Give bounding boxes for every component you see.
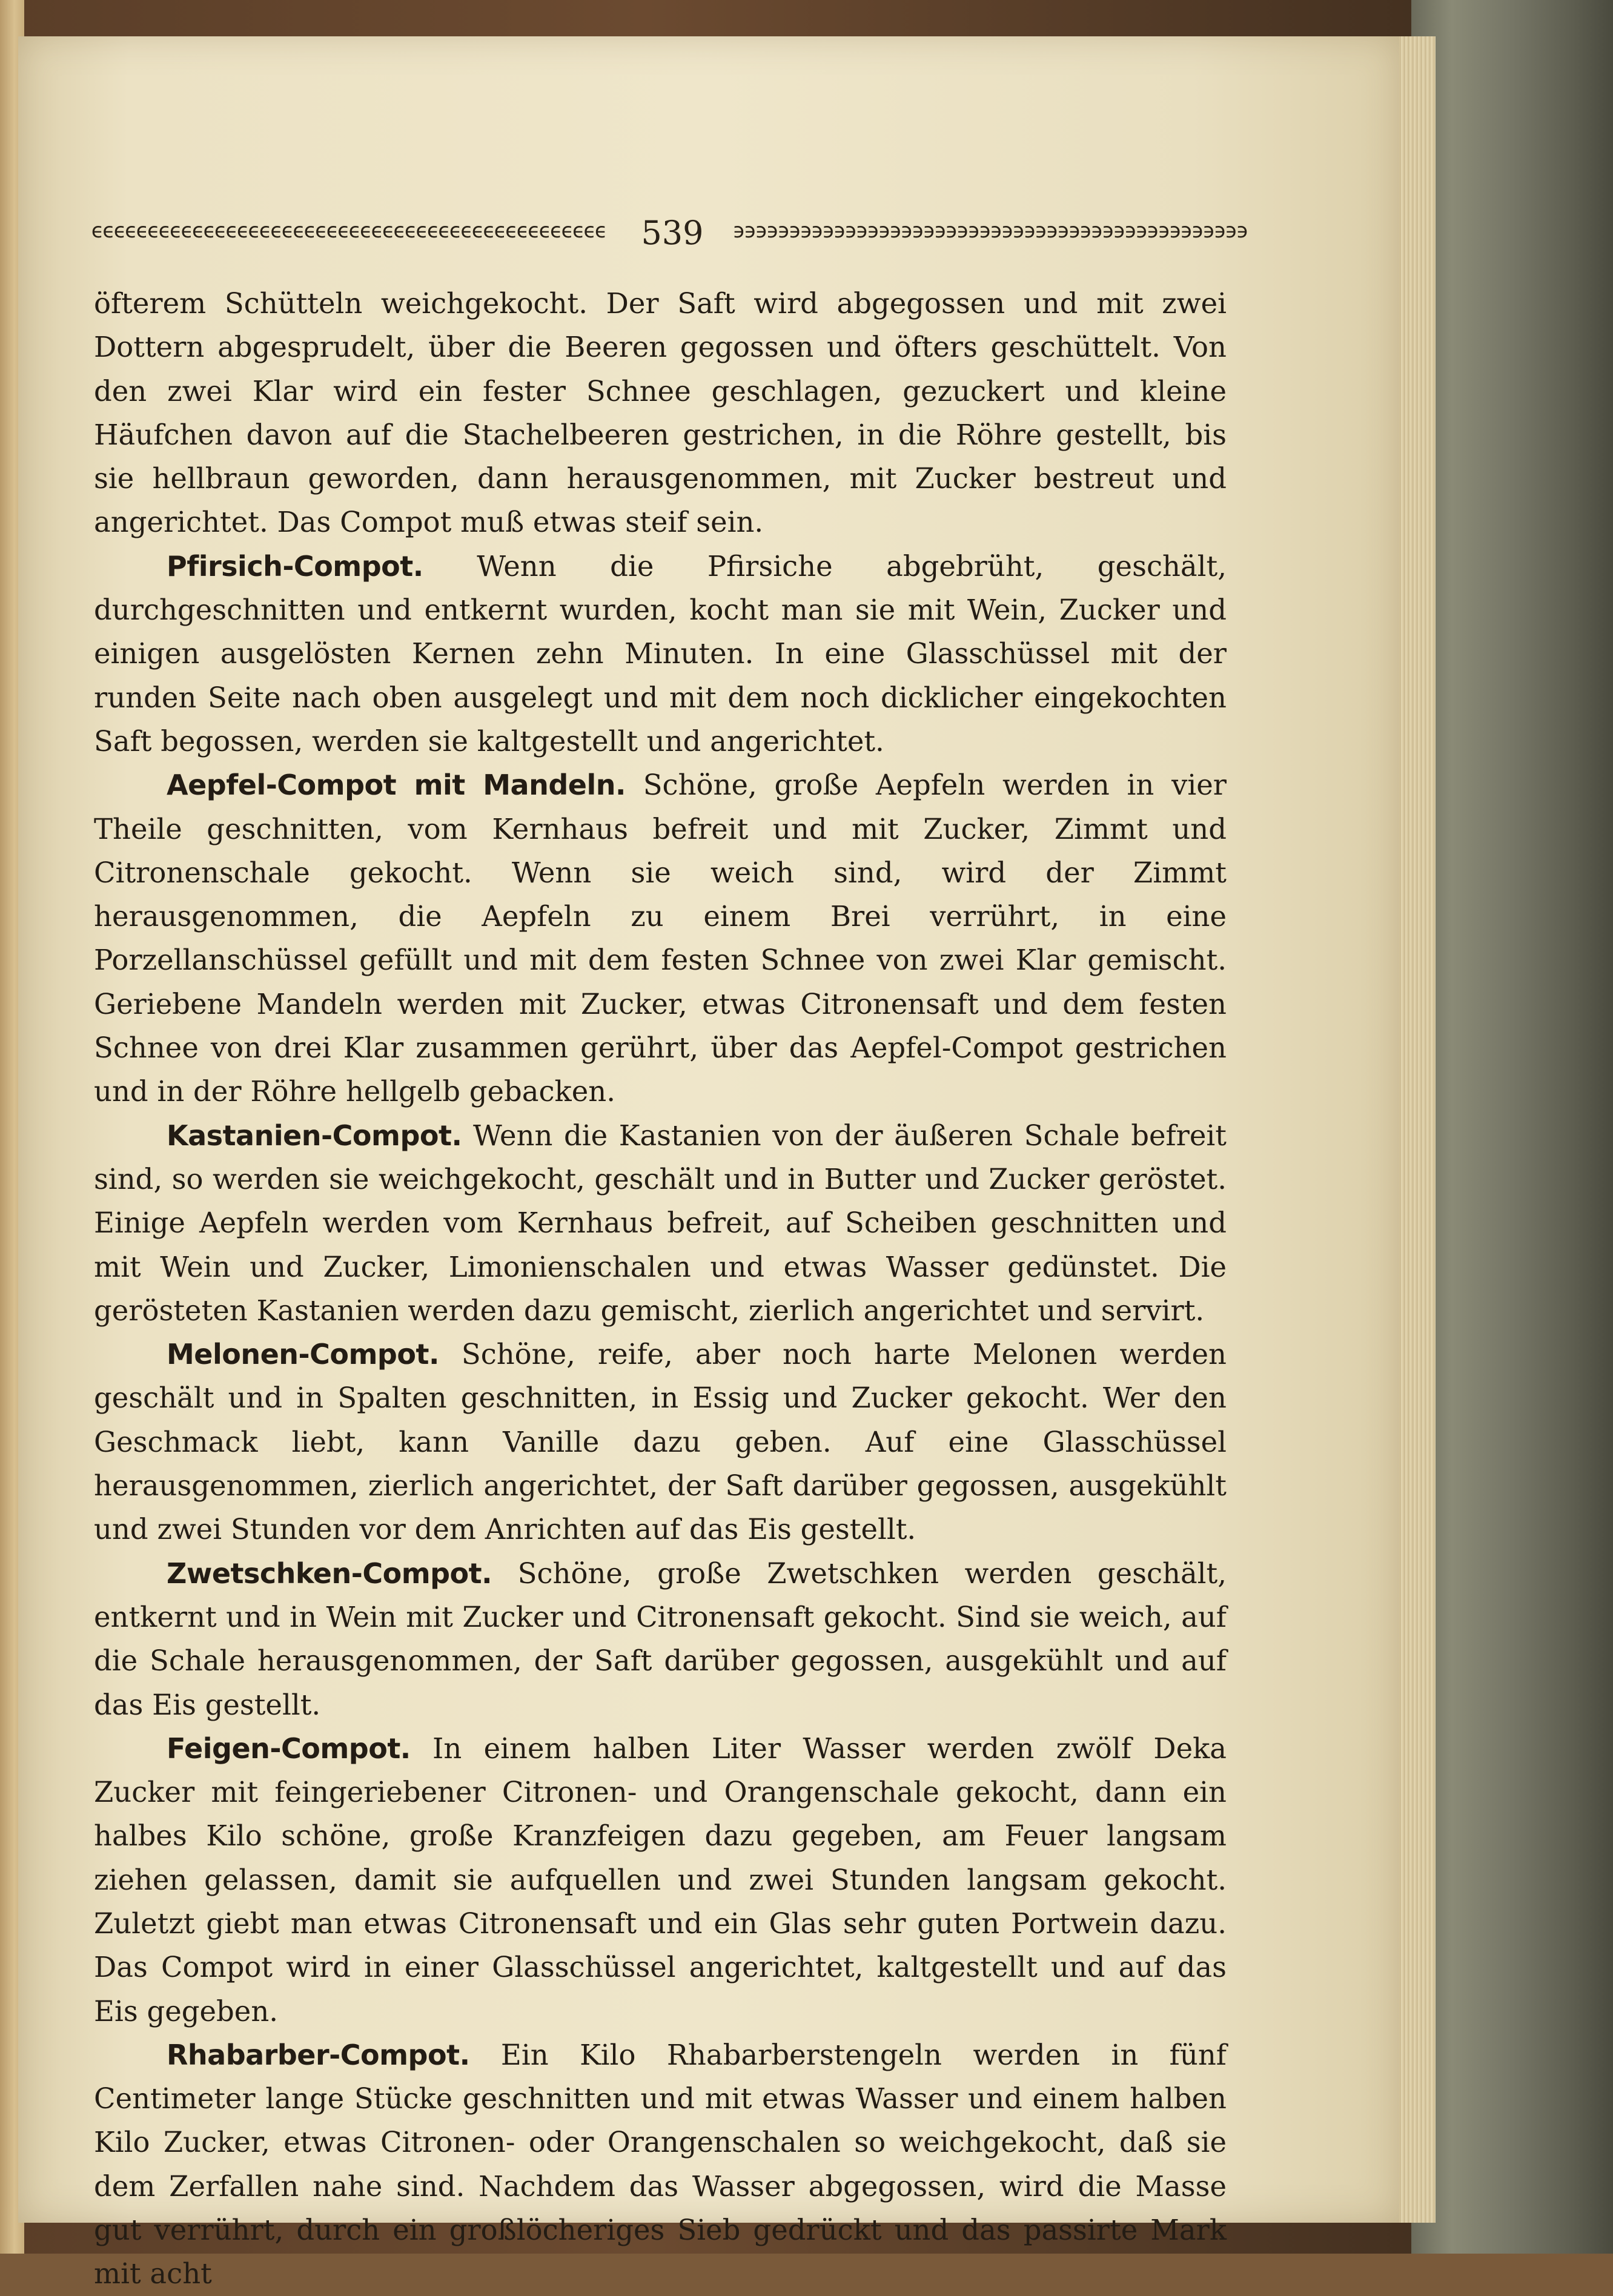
recipe-heading: Rhabarber-Compot. (167, 2038, 470, 2071)
page-header (91, 209, 1248, 257)
recipe-text: In einem halben Liter Wasser werden zwölf Deka Zucker mit feingeriebener Citronen- und Orangenschale gekocht, dann ein halbes Kilo schöne, große Kranzfeigen dazu gegeben, am Feuer langsam ziehen gelassen, damit sie aufquellen und zwei Stunden langsam gekocht. Zuletzt giebt man etwas Citronensaft und ein Glas sehr guten Portwein dazu. Das Compot wird in einer Glasschüssel angerichtet, kaltgestellt und auf das Eis gegeben. (94, 1732, 1227, 2028)
recipe-heading: Feigen-Compot. (167, 1732, 411, 1765)
recipe-heading: Melonen-Compot. (167, 1338, 439, 1371)
recipe-melonen-compot (94, 1332, 1227, 1551)
recipe-aepfel-compot-mit-mandeln (94, 763, 1227, 1113)
recipe-zwetschken-compot (94, 1552, 1227, 1727)
recipe-feigen-compot (94, 1727, 1227, 2033)
recipe-kastanien-compot (94, 1114, 1227, 1332)
recipe-text: Schöne, reife, aber noch harte Melonen werden geschält und in Spalten geschnitten, in Essig und Zucker gekocht. Wer den Geschmack liebt, kann Vanille dazu geben. Auf eine Glasschüssel herausgenommen, zierlich angerichtet, der Saft darüber gegossen, ausgekühlt und zwei Stunden vor dem Anrichten auf das Eis gestellt. (94, 1338, 1227, 1546)
recipe-heading: Pfirsich-Compot. (167, 549, 423, 583)
page-number: 539 (641, 214, 704, 252)
recipe-text: Schöne, große Aepfeln werden in vier Theile geschnitten, vom Kernhaus befreit und mit Zucker, Zimmt und Citronenschale gekocht. Wenn sie weich sind, wird der Zimmt herausgenommen, die Aepfeln zu einem Brei verrührt, in eine Porzellanschüssel gefüllt und mit dem festen Schnee von zwei Klar gemischt. Geriebene Mandeln werden mit Zucker, etwas Citronensaft und dem festen Schnee von drei Klar zusammen gerührt, über das Aepfel-Compot gestrichen und in der Röhre hellgelb gebacken. (94, 769, 1227, 1108)
recipe-text: Schöne, große Zwetschken werden geschält, entkernt und in Wein mit Zucker und Citronensaft gekocht. Sind sie weich, auf die Schale herausgenommen, der Saft darüber gegossen, ausgekühlt und auf das Eis gestellt. (94, 1557, 1227, 1721)
paragraph-continuation (94, 282, 1227, 544)
paragraph-text: öfterem Schütteln weichgekocht. Der Saft wird abgegossen und mit zwei Dottern abgesprudelt, über die Beeren gegossen und öfters geschüttelt. Von den zwei Klar wird ein fester Schnee geschlagen, gezuckert und kleine Häufchen davon auf die Stachelbeeren gestrichen, in die Röhre gestellt, bis sie hellbraun geworden, dann herausgenommen, mit Zucker bestreut und angerichtet. Das Compot muß etwas steif sein. (94, 287, 1227, 539)
recipe-text: Ein Kilo Rhabarberstengeln werden in fünf Centimeter lange Stücke geschnitten und mit etwas Wasser und einem halben Kilo Zucker, etwas Citronen- oder Orangenschalen so weichgekocht, daß sie dem Zerfallen nahe sind. Nachdem das Wasser abgegossen, wird die Masse gut verrührt, durch ein großlöcheriges Sieb gedrückt und das passirte Mark mit acht (94, 2038, 1227, 2291)
recipe-text: Wenn die Kastanien von der äußeren Schale befreit sind, so werden sie weichgekocht, geschält und in Butter und Zucker geröstet. Einige Aepfeln werden vom Kernhaus befreit, auf Scheiben geschnitten und mit Wein und Zucker, Limonienschalen und etwas Wasser gedünstet. Die gerösteten Kastanien werden dazu gemischt, zierlich angerichtet und servirt. (94, 1119, 1227, 1327)
page-body (94, 282, 1227, 2296)
recipe-rhabarber-compot (94, 2033, 1227, 2296)
recipe-pfirsich-compot (94, 544, 1227, 763)
recipe-heading: Kastanien-Compot. (167, 1119, 462, 1152)
recipe-heading: Zwetschken-Compot. (167, 1557, 492, 1590)
book-cover (1411, 0, 1613, 2254)
header-ornament-left: ϵϵϵϵϵϵϵϵϵϵϵϵϵϵϵϵϵϵϵϵϵϵϵϵϵϵϵϵϵϵϵϵϵϵϵϵϵϵϵϵϵϵϵϵϵϵ (91, 219, 606, 243)
header-ornament-right: ϶϶϶϶϶϶϶϶϶϶϶϶϶϶϶϶϶϶϶϶϶϶϶϶϶϶϶϶϶϶϶϶϶϶϶϶϶϶϶϶϶϶϶϶϶϶ (733, 219, 1248, 243)
recipe-heading: Aepfel-Compot mit Mandeln. (167, 769, 626, 802)
page-stack-edge (1393, 36, 1436, 2223)
recipe-text: Wenn die Pfirsiche abgebrüht, geschält, durchgeschnitten und entkernt wurden, kocht man sie mit Wein, Zucker und einigen ausgelösten Kernen zehn Minuten. In eine Glasschüssel mit der runden Seite nach oben ausgelegt und mit dem noch dicklicher eingekochten Saft begossen, werden sie kaltgestellt und angerichtet. (94, 549, 1227, 758)
